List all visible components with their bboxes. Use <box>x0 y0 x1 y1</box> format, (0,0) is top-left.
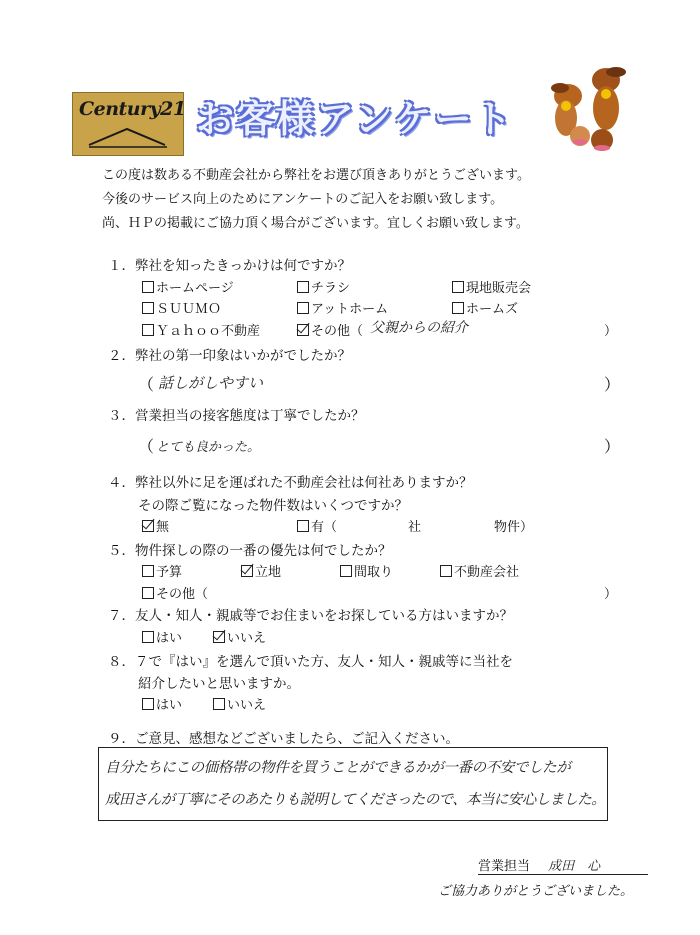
question-4-sub: その際ご覧になった物件数はいくつですか？ <box>138 498 408 514</box>
checkbox[interactable] <box>142 324 154 336</box>
q3-open-paren: （ <box>138 437 155 456</box>
q2-answer: 話しがしやすい <box>158 374 264 392</box>
q7-option-yes[interactable]: はい <box>142 627 182 646</box>
checkbox[interactable] <box>142 631 154 643</box>
q5-option-agency[interactable]: 不動産会社 <box>440 561 519 580</box>
q2-open-paren: （ <box>138 375 155 394</box>
question-1: １．弊社を知ったきっかけは何ですか？ <box>108 258 351 274</box>
checkbox[interactable] <box>142 302 154 314</box>
house-roof-icon <box>87 123 171 149</box>
checkbox-checked[interactable] <box>297 324 309 336</box>
question-3: ３．営業担当の接客態度は丁寧でしたか？ <box>108 408 365 424</box>
checkbox-checked[interactable] <box>213 631 225 643</box>
checkbox-checked[interactable] <box>142 520 154 532</box>
question-9: ９．ご意見、感想などございましたら、ご記入ください。 <box>108 731 459 747</box>
q5-close-paren: ） <box>604 587 618 602</box>
staff-label: 営業担当 <box>478 859 531 874</box>
comment-box[interactable] <box>98 747 608 821</box>
intro-line-2: 今後のサービス向上のためにアンケートのご記入をお願い致します。 <box>102 192 504 207</box>
question-5: ５．物件探しの際の一番の優先は何でしたか？ <box>108 543 392 559</box>
q2-close-paren: ） <box>604 375 621 394</box>
q4-option-none[interactable]: 無 <box>142 516 169 535</box>
checkbox[interactable] <box>297 520 309 532</box>
question-7: ７．友人・知人・親戚等でお住まいをお探している方はいますか？ <box>108 608 513 624</box>
q8-option-no[interactable]: いいえ <box>213 694 266 713</box>
q5-option-budget[interactable]: 予算 <box>142 561 182 580</box>
q5-option-other[interactable]: その他（ <box>142 583 208 602</box>
checkbox[interactable] <box>213 698 225 710</box>
checkbox[interactable] <box>297 302 309 314</box>
q1-option-homepage[interactable]: ホームページ <box>142 277 234 296</box>
checkbox[interactable] <box>297 281 309 293</box>
q1-option-open-house[interactable]: 現地販売会 <box>452 277 531 296</box>
intro-line-3: 尚、ＨＰの掲載にご協力頂く場合がございます。宜しくお願い致します。 <box>102 216 529 231</box>
q1-option-suumo[interactable]: ＳＵＵＭＯ <box>142 298 221 317</box>
checkbox-checked[interactable] <box>241 565 253 577</box>
q1-option-athome[interactable]: アットホーム <box>297 298 388 317</box>
checkbox[interactable] <box>142 565 154 577</box>
q1-option-other[interactable]: その他（ <box>297 320 363 339</box>
dog-mascot-icon <box>540 58 640 158</box>
logo-text: Century21 <box>79 98 186 120</box>
q1-option-yahoo[interactable]: Ｙａｈｏｏ不動産 <box>142 320 260 339</box>
checkbox[interactable] <box>440 565 452 577</box>
checkbox[interactable] <box>452 302 464 314</box>
q5-option-layout[interactable]: 間取り <box>340 561 393 580</box>
question-4: ４．弊社以外に足を運ばれた不動産会社は何社ありますか？ <box>108 475 473 491</box>
staff-name: 成田 心 <box>548 859 601 874</box>
q3-close-paren: ） <box>604 437 621 456</box>
checkbox[interactable] <box>142 281 154 293</box>
q7-option-no[interactable]: いいえ <box>213 627 266 646</box>
checkbox[interactable] <box>452 281 464 293</box>
q4-property-unit: 物件） <box>494 520 534 535</box>
staff-signature <box>478 855 648 875</box>
q5-option-location[interactable]: 立地 <box>241 561 281 580</box>
q4-option-yes[interactable]: 有（ <box>297 516 337 535</box>
question-8: ８．７で『はい』を選んで頂いた方、友人・知人・親戚等に当社を <box>108 654 513 670</box>
checkbox[interactable] <box>142 698 154 710</box>
checkbox[interactable] <box>142 587 154 599</box>
question-8-sub: 紹介したいと思いますか。 <box>138 676 300 692</box>
q1-option-homes[interactable]: ホームズ <box>452 298 518 317</box>
century21-logo <box>72 92 184 156</box>
q1-option-flyer[interactable]: チラシ <box>297 277 350 296</box>
checkbox[interactable] <box>340 565 352 577</box>
intro-line-1: この度は数ある不動産会社から弊社をお選び頂きありがとうございます。 <box>102 168 530 183</box>
q1-other-answer: 父親からの紹介 <box>370 320 468 336</box>
comment-line-1: 自分たちにこの価格帯の物件を買うことができるかが一番の不安でしたが <box>105 760 571 776</box>
q8-option-yes[interactable]: はい <box>142 694 182 713</box>
q3-answer: とても良かった。 <box>156 440 261 455</box>
thanks-message: ご協力ありがとうございました。 <box>438 884 634 899</box>
question-2: ２．弊社の第一印象はいかがでしたか？ <box>108 348 351 364</box>
q1-close-paren: ） <box>604 324 618 339</box>
q4-company-unit: 社 <box>408 520 422 535</box>
comment-line-2: 成田さんが丁寧にそのあたりも説明してくださったので、本当に安心しました。 <box>105 792 606 808</box>
page-title: お客様アンケート <box>196 96 514 141</box>
